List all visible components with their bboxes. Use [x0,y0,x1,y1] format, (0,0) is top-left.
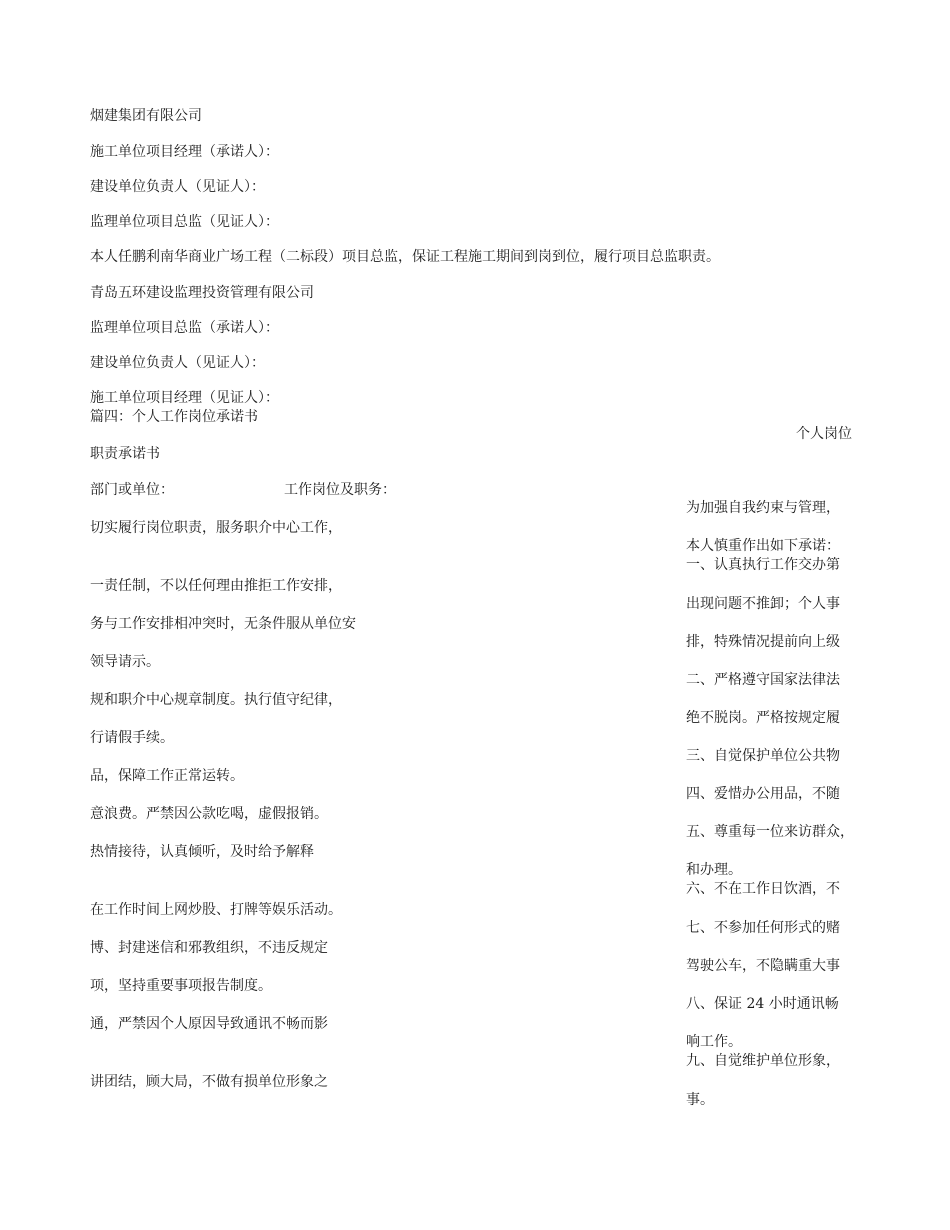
left-line: 项，坚持重要事项报告制度。 [90,978,272,994]
right-line: 为加强自我约束与管理， [686,500,840,516]
company-name-line: 烟建集团有限公司 [90,108,202,124]
right-line: 排，特殊情况提前向上级 [686,634,840,650]
section-four-heading: 篇四：个人工作岗位承诺书 [90,409,258,425]
owner-witness-line-2: 建设单位负责人（见证人）： [90,355,265,371]
right-line: 四、爱惜办公用品，不随 [686,786,840,802]
right-line: 五、尊重每一位来访群众， [686,824,854,840]
department-label: 部门或单位： [90,482,174,498]
left-line: 规和职介中心规章制度。执行值守纪律， [90,692,342,708]
right-line: 绝不脱岗。严格按规定履 [686,710,840,726]
left-line: 品，保障工作正常运转。 [90,768,244,784]
right-line: 七、不参加任何形式的赌 [686,920,840,936]
left-line: 通，严禁因个人原因导致通讯不畅而影 [90,1016,328,1032]
right-line: 事。 [686,1092,714,1108]
left-line: 在工作时间上网炒股、打牌等娱乐活动。 [90,902,342,918]
left-line: 博、封建迷信和邪教组织，不违反规定 [90,940,328,956]
right-line: 和办理。 [686,862,742,878]
right-line: 八、保证 24 小时通讯畅 [686,996,839,1012]
left-line: 行请假手续。 [90,730,174,746]
supervision-company-line: 青岛五环建设监理投资管理有限公司 [90,285,314,301]
left-line: 意浪费。严禁因公款吃喝，虚假报销。 [90,806,328,822]
right-line: 九、自觉维护单位形象， [686,1053,840,1069]
right-line: 驾驶公车，不隐瞒重大事 [686,958,840,974]
left-line: 务与工作安排相冲突时，无条件服从单位安 [90,616,356,632]
supervisor-statement-line: 本人任鹏利南华商业广场工程（二标段）项目总监，保证工程施工期间到岗到位，履行项目总监职责。 [90,249,720,265]
supervisor-witness-line: 监理单位项目总监（见证人）： [90,214,279,230]
left-line: 一责任制，不以任何理由推拒工作安排， [90,578,342,594]
right-line: 一、认真执行工作交办第 [686,557,840,573]
left-line: 热情接待，认真倾听，及时给予解释 [90,844,314,860]
contractor-pm-witness-line: 施工单位项目经理（见证人）： [90,390,279,406]
title-right-part: 个人岗位 [796,426,852,442]
owner-witness-line: 建设单位负责人（见证人）： [90,179,265,195]
left-line: 讲团结，顾大局，不做有损单位形象之 [90,1074,328,1090]
right-line: 本人慎重作出如下承诺： [686,538,840,554]
right-line: 响工作。 [686,1034,742,1050]
title-left-part: 职责承诺书 [90,446,160,462]
left-line: 领导请示。 [90,654,160,670]
left-line: 切实履行岗位职责，服务职介中心工作， [90,520,342,536]
right-line: 出现问题不推卸；个人事 [686,596,840,612]
right-line: 二、严格遵守国家法律法 [686,672,840,688]
right-line: 三、自觉保护单位公共物 [686,748,840,764]
supervisor-promisor-line: 监理单位项目总监（承诺人）： [90,320,279,336]
contractor-pm-promisor-line: 施工单位项目经理（承诺人）： [90,144,279,160]
post-label: 工作岗位及职务： [284,482,396,498]
right-line: 六、不在工作日饮酒，不 [686,881,840,897]
